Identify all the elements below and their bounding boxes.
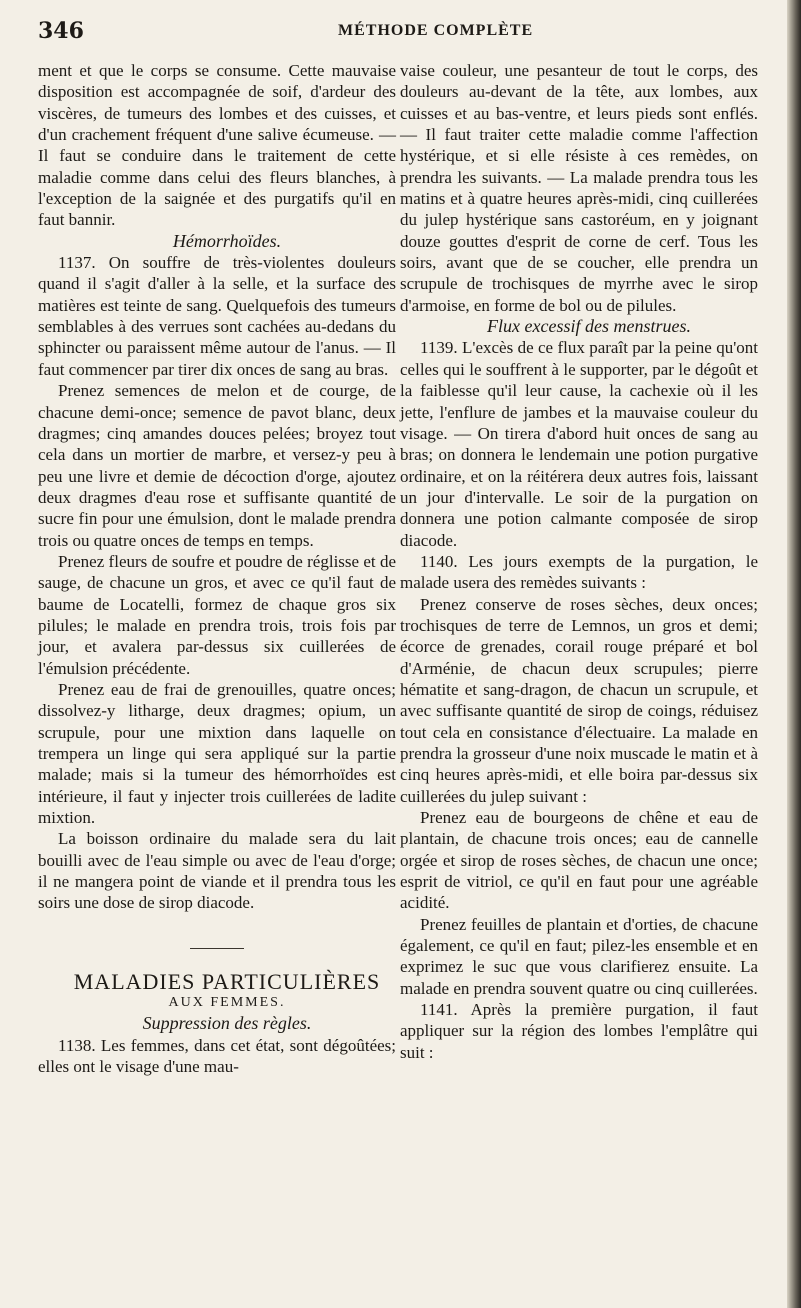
paragraph: vaise couleur, une pesanteur de tout le corps, des douleurs au-devant de la tête, aux lombes, aux cuisses et au bas-ventre, et leurs pieds sont enflés. — Il faut traiter cette maladie comme l'affection hystérique, et si elle résiste à ces remèdes, on prendra les suivants. — La malade prendra tous les matins et à quatre heures après-midi, cinq cuillerées du julep hystérique sans castoréum, en y joignant douze gouttes d'esprit de corne de cerf. Tous les soirs, avant que de se coucher, elle prendra un scrupule de trochisques de myrrhe avec le sirop d'armoise, en forme de bol ou de pilules. [400, 61, 758, 315]
page-number: 346 [38, 18, 84, 44]
paragraph: Prenez semences de melon et de courge, de chacune demi-once; semence de pavot blanc, deux dragmes; cinq amandes douces pelées; broyez tout cela dans un mortier de marbre, et versez-y peu à peu une livre et demie de décoction d'orge, ajoutez deux dragmes d'eau rose et suffisante quantité de sucre fin pour une émulsion, dont le malade prendra trois ou quatre onces de temps en temps. [38, 381, 396, 550]
paragraph: 1141. Après la première purgation, il faut appliquer sur la région des lombes l'emplâtre qui suit : [400, 1000, 758, 1062]
section-divider [190, 948, 244, 949]
right-column [400, 60, 758, 1063]
running-head: MÉTHODE COMPLÈTE [338, 22, 534, 39]
paragraph: Prenez eau de frai de grenouilles, quatre onces; dissolvez-y litharge, deux dragmes; opium, un scrupule, pour une mixtion dans laquelle on trempera un linge qui sera appliqué sur la partie malade; mais si la tumeur des hémorrhoïdes est intérieure, il faut y injecter trois cuillerées de ladite mixtion. [38, 679, 396, 828]
paragraph: Prenez eau de bourgeons de chêne et eau de plantain, de chacune trois onces; eau de cannelle orgée et sirop de roses sèches, de chacun une once; esprit de vitriol, ce qu'il en faut pour une agréable acidité. [400, 808, 758, 913]
section-subtitle: AUX FEMMES. [168, 995, 286, 1011]
section-title: MALADIES PARTICULIÈRES [73, 968, 381, 994]
subheading-hemorrhoides: Hémorrhoïdes. [172, 230, 282, 251]
paragraph: 1138. Les femmes, dans cet état, sont dégoûtées; elles ont le visage d'une mau- [38, 1035, 396, 1077]
left-column [38, 60, 396, 1077]
paragraph: 1140. Les jours exempts de la purgation, le malade usera des remèdes suivants : [400, 551, 758, 593]
paragraph: 1139. L'excès de ce flux paraît par la peine qu'ont celles qui le souffrent à le supporter, par le dégoût et la faiblesse qu'il leur cause, la cachexie où il les jette, l'enflure de jambes et la mauvaise couleur du visage. — On tirera d'abord huit onces de sang au bras; on donnera le lendemain une potion purgative ordinaire, et on la réitérera deux autres fois, laissant un jour d'intervalle. Le soir de la purgation on donnera une potion calmante composée de sirop diacode. [400, 338, 758, 550]
paragraph: La boisson ordinaire du malade sera du lait bouilli avec de l'eau simple ou avec de l'eau d'orge; il ne mangera point de viande et il prendra tous les soirs une dose de sirop diacode. [38, 829, 396, 913]
paragraph: 1137. On souffre de très-violentes douleurs quand il s'agit d'aller à la selle, et la surface des matières est teinte de sang. Quelquefois des tumeurs semblables à des verrues sont cachées au-dedans du sphincter ou paraissent même autour de l'anus. — Il faut commencer par tirer dix onces de sang au bras. [38, 253, 396, 379]
page-header [38, 18, 773, 52]
paragraph: Prenez feuilles de plantain et d'orties, de chacune également, ce qu'il en faut; pilez-les ensemble et en exprimez le suc que vous clarifierez ensuite. La malade en prendra souvent quatre ou cinq cuillerées. [400, 914, 758, 998]
subheading-suppression: Suppression des règles. [142, 1013, 312, 1034]
paragraph: Prenez fleurs de soufre et poudre de réglisse et de sauge, de chacune un gros, et avec ce qu'il faut de baume de Locatelli, formez de chaque gros six pilules; le malade en prendra trois, trois fois par jour, et avalera par-dessus six cuillerées de l'émulsion précédente. [38, 551, 396, 678]
subheading-flux: Flux excessif des menstrues. [487, 316, 691, 337]
page-edge-shadow [787, 0, 801, 1308]
paragraph: Prenez conserve de roses sèches, deux onces; trochisques de terre de Lemnos, un gros et demi; écorce de grenades, corail rouge préparé et bol d'Arménie, de chacun deux scrupules; pierre hématite et sang-dragon, de chacun un scrupule, et avec suffisante quantité de sirop de coings, réduisez tout cela en consistance d'électuaire. La malade en prendra la grosseur d'une noix muscade le matin et à cinq heures après-midi, et elle boira par-dessus six cuillerées du julep suivant : [400, 594, 758, 806]
paragraph: ment et que le corps se consume. Cette mauvaise disposition est accompagnée de soif, d'ardeur des viscères, de tumeurs des lombes et des cuisses, et d'un crachement fréquent d'une salive écumeuse. — Il faut se conduire dans le traitement de cette maladie comme dans celui des fleurs blanches, à l'exception de la saignée et des purgatifs qu'il en faut bannir. [38, 61, 396, 230]
